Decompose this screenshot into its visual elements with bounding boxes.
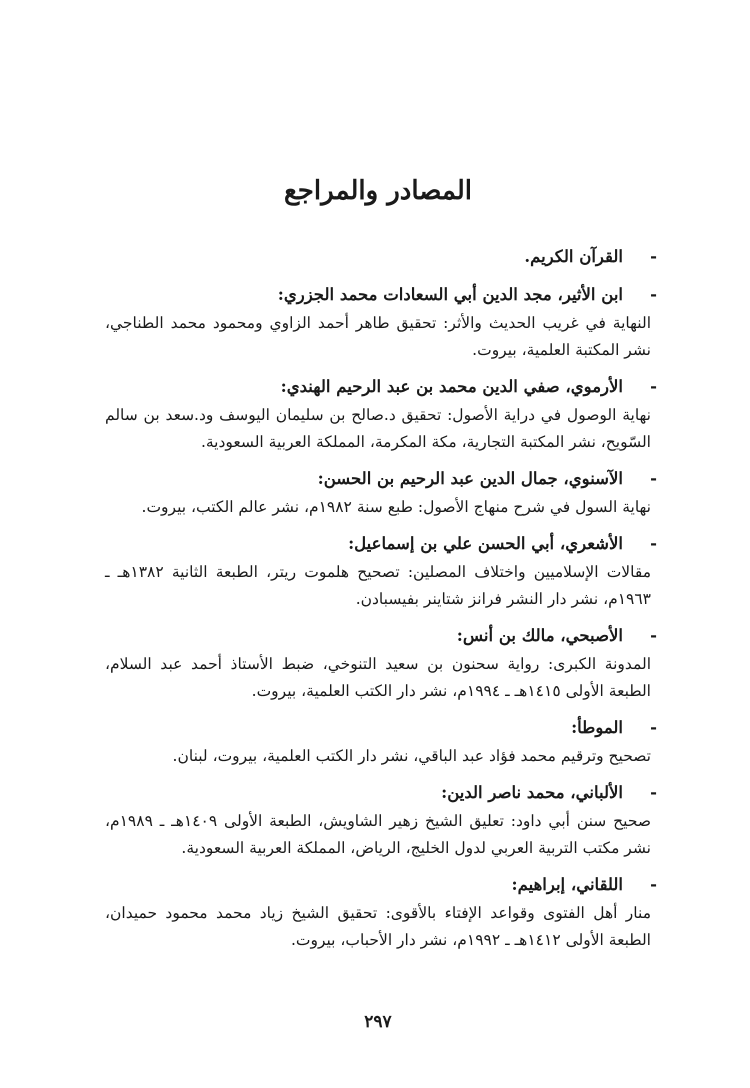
reference-heading: اللقاني، إبراهيم: bbox=[511, 875, 623, 894]
reference-body: نهاية الوصول في دراية الأصول: تحقيق د.صالح بن سليمان اليوسف ود.سعد بن سالم السّويح، نشر المكتبة التجارية، مكة المكرمة، المملكة العربية السعودية. bbox=[105, 406, 651, 451]
reference-body: منار أهل الفتوى وقواعد الإفتاء بالأقوى: تحقيق الشيخ زياد محمد محمود حميدان، الطبعة الأولى ١٤١٢هـ ـ ١٩٩٢م، نشر دار الأحباب، بيروت. bbox=[105, 904, 651, 949]
reference-body: المدونة الكبرى: رواية سحنون بن سعيد التنوخي، ضبط الأستاذ أحمد عبد السلام، الطبعة الأولى ١٤١٥هـ ـ ١٩٩٤م، نشر دار الكتب العلمية، بيروت. bbox=[105, 655, 651, 700]
entry-bullet: - bbox=[650, 626, 657, 645]
entry-bullet: - bbox=[650, 469, 657, 488]
entry-bullet: - bbox=[650, 718, 657, 737]
reference-entry bbox=[105, 372, 657, 456]
reference-entry bbox=[105, 778, 657, 862]
reference-body: صحيح سنن أبي داود: تعليق الشيخ زهير الشاويش، الطبعة الأولى ١٤٠٩هـ ـ ١٩٨٩م، نشر مكتب التربية العربي لدول الخليج، الرياض، المملكة العربية السعودية. bbox=[105, 812, 651, 857]
page-title: المصادر والمراجع bbox=[283, 176, 473, 206]
entry-bullet: - bbox=[650, 875, 657, 894]
reference-entry bbox=[105, 621, 657, 705]
reference-entry bbox=[105, 713, 657, 770]
reference-entry bbox=[105, 529, 657, 613]
reference-heading: القرآن الكريم. bbox=[524, 247, 623, 266]
reference-heading: الآسنوي، جمال الدين عبد الرحيم بن الحسن: bbox=[317, 469, 623, 488]
document-page bbox=[105, 0, 657, 1088]
entry-bullet: - bbox=[650, 247, 657, 266]
reference-body: نهاية السول في شرح منهاج الأصول: طبع سنة ١٩٨٢م، نشر عالم الكتب، بيروت. bbox=[141, 498, 651, 516]
reference-heading: الألباني، محمد ناصر الدين: bbox=[441, 783, 623, 802]
reference-heading: الأصبحي، مالك بن أنس: bbox=[456, 626, 623, 645]
page-number: ٢٩٧ bbox=[364, 1012, 392, 1032]
reference-body: مقالات الإسلاميين واختلاف المصلين: تصحيح هلموت ريتر، الطبعة الثانية ١٣٨٢هـ ـ ١٩٦٣م، نشر دار النشر فرانز شتاينر بفيسبادن. bbox=[105, 563, 652, 608]
entry-bullet: - bbox=[650, 285, 657, 304]
references-list bbox=[105, 242, 657, 962]
reference-entry bbox=[105, 242, 657, 272]
reference-entry bbox=[105, 870, 657, 954]
reference-body: تصحيح وترقيم محمد فؤاد عبد الباقي، نشر دار الكتب العلمية، بيروت، لبنان. bbox=[172, 747, 651, 765]
entry-bullet: - bbox=[650, 534, 657, 553]
reference-heading: الموطأ: bbox=[571, 718, 623, 737]
reference-heading: الأشعري، أبي الحسن علي بن إسماعيل: bbox=[348, 534, 623, 553]
reference-entry bbox=[105, 280, 657, 364]
entry-bullet: - bbox=[650, 377, 657, 396]
reference-heading: ابن الأثير، مجد الدين أبي السعادات محمد الجزري: bbox=[277, 285, 623, 304]
reference-body: النهاية في غريب الحديث والأثر: تحقيق طاهر أحمد الزاوي ومحمود محمد الطناجي، نشر المكتبة العلمية، بيروت. bbox=[105, 314, 651, 359]
entry-bullet: - bbox=[650, 783, 657, 802]
reference-entry bbox=[105, 464, 657, 521]
reference-heading: الأرموي، صفي الدين محمد بن عبد الرحيم الهندي: bbox=[280, 377, 623, 396]
